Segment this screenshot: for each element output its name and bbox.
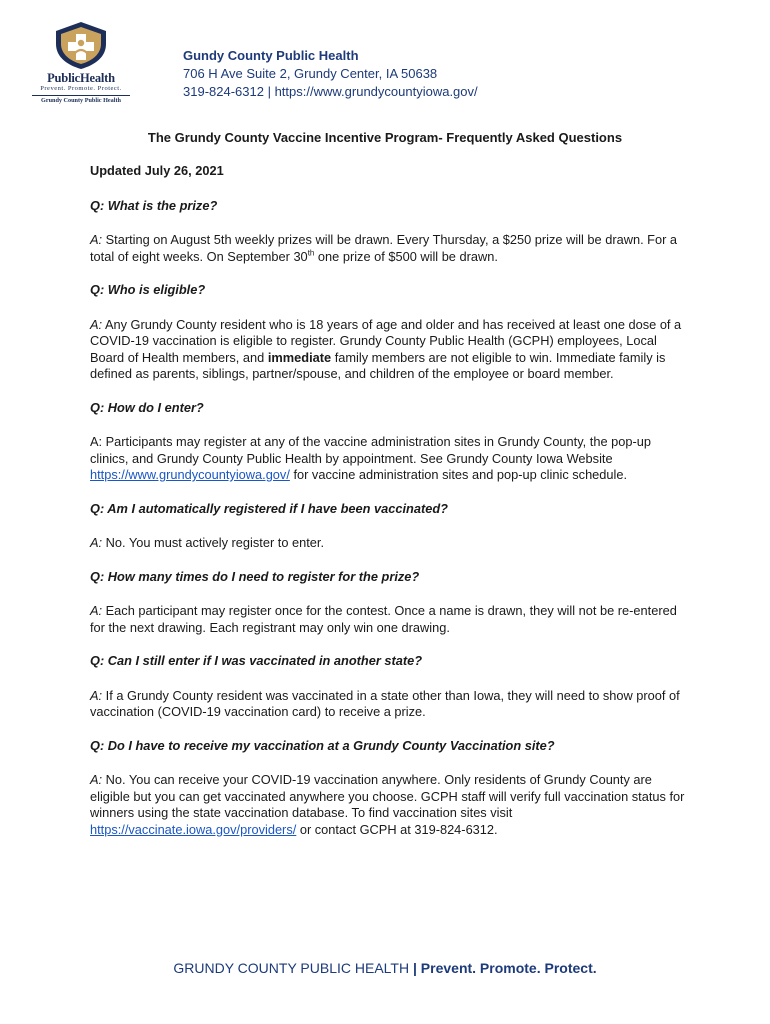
faq-answer-vaccination-site (90, 772, 690, 838)
faq-question-another-state: Q: Can I still enter if I was vaccinated in another state? (90, 653, 423, 668)
faq-answer-eligible (90, 317, 690, 383)
answer-text: family members are not eligible to win. Immediate family is defined as parents, siblings, partner/spouse, and children of the employee or board member. (90, 349, 666, 381)
letterhead-phone: 319-824-6312 (183, 84, 264, 99)
answer-text: for vaccine administration sites and pop-up clinic schedule. (289, 467, 628, 482)
footer-tagline: Prevent. Promote. Protect. (420, 960, 597, 976)
faq-question-prize: Q: What is the prize? (90, 197, 218, 213)
faq-answer-enter (90, 434, 690, 484)
letterhead (183, 47, 478, 101)
letterhead-contact (183, 83, 478, 101)
logo-divider (32, 95, 130, 96)
letterhead-org: Gundy County Public Health (183, 48, 359, 63)
answer-label: A: (90, 603, 103, 618)
letterhead-website[interactable]: https://www.grundycountyiowa.gov/ (274, 84, 478, 99)
faq-question-vaccination-site: Q: Do I have to receive my vaccination at a Grundy County Vaccination site? (90, 737, 555, 753)
logo-tagline: Prevent. Promote. Protect. (40, 85, 122, 92)
answer-text: one prize of $500 will be drawn. (314, 248, 498, 264)
faq-question-auto-registered: Q: Am I automatically registered if I have been vaccinated? (90, 500, 448, 516)
answer-label: A: (90, 535, 103, 550)
faq-answer-auto-registered (90, 535, 690, 552)
letterhead-address: 706 H Ave Suite 2, Grundy Center, IA 50638 (183, 66, 438, 81)
answer-text: or contact GCPH at 319-824-6312. (296, 821, 498, 837)
faq-answer-register-times (90, 603, 690, 636)
faq-answer-prize (90, 232, 690, 265)
answer-text: A: Participants may register at any of the vaccine administration sites in Grundy County, the pop-up clinics, and Grundy County Public Health by appointment. See Grundy County Iowa Website (90, 434, 651, 466)
answer-label: A: (90, 772, 103, 787)
answer-text: Any Grundy County resident who is 18 years of age and older and has received at least one dose of a COVID-19 vaccination is eligible to register. Grundy County Public Health (GCPH) employees, Local Board of Health members, and (90, 316, 682, 365)
faq-content (90, 163, 690, 855)
logo-org-name: Grundy County Public Health (41, 97, 121, 104)
public-health-logo (30, 20, 132, 105)
answer-label: A: (90, 316, 103, 332)
vaccinate-iowa-link[interactable]: https://vaccinate.iowa.gov/providers/ (90, 821, 297, 837)
faq-answer-another-state (90, 688, 690, 721)
letterhead-separator: | (263, 84, 275, 99)
answer-text: No. You can receive your COVID-19 vaccination anywhere. Only residents of Grundy County are eligible but you can get vaccinated anywhere you choose. GCPH staff will verify full vaccination status for winners using the state vaccination database. To find vaccination sites visit (90, 772, 685, 820)
footer-separator: | (409, 960, 421, 976)
answer-label: A: (90, 687, 103, 703)
logo-title: PublicHealth (47, 71, 115, 85)
answer-text: If a Grundy County resident was vaccinated in a state other than Iowa, they will need to show proof of vaccination (COVID-19 vaccination card) to receive a prize. (90, 687, 680, 719)
footer-org: GRUNDY COUNTY PUBLIC HEALTH (173, 960, 410, 976)
answer-text: Each participant may register once for the contest. Once a name is drawn, they will not be re-entered for the next drawing. Each registrant may only win one drawing. (90, 603, 677, 635)
updated-date: Updated July 26, 2021 (90, 163, 224, 178)
page-footer (0, 960, 770, 976)
county-website-link[interactable]: https://www.grundycountyiowa.gov/ (90, 467, 290, 482)
answer-text: Starting on August 5th weekly prizes will be drawn. Every Thursday, a $250 prize will be drawn. For a total of eight weeks. On September 30 (90, 232, 678, 264)
answer-emphasis: immediate (267, 349, 332, 365)
faq-question-register-times: Q: How many times do I need to register for the prize? (90, 568, 420, 584)
answer-superscript: th (307, 248, 315, 258)
answer-text: No. You must actively register to enter. (102, 535, 325, 550)
public-health-shield-icon (52, 20, 110, 70)
faq-question-enter: Q: How do I enter? (90, 399, 204, 415)
answer-label: A: (90, 232, 103, 247)
faq-question-eligible: Q: Who is eligible? (90, 282, 206, 297)
document-title: The Grundy County Vaccine Incentive Program- Frequently Asked Questions (147, 130, 623, 145)
